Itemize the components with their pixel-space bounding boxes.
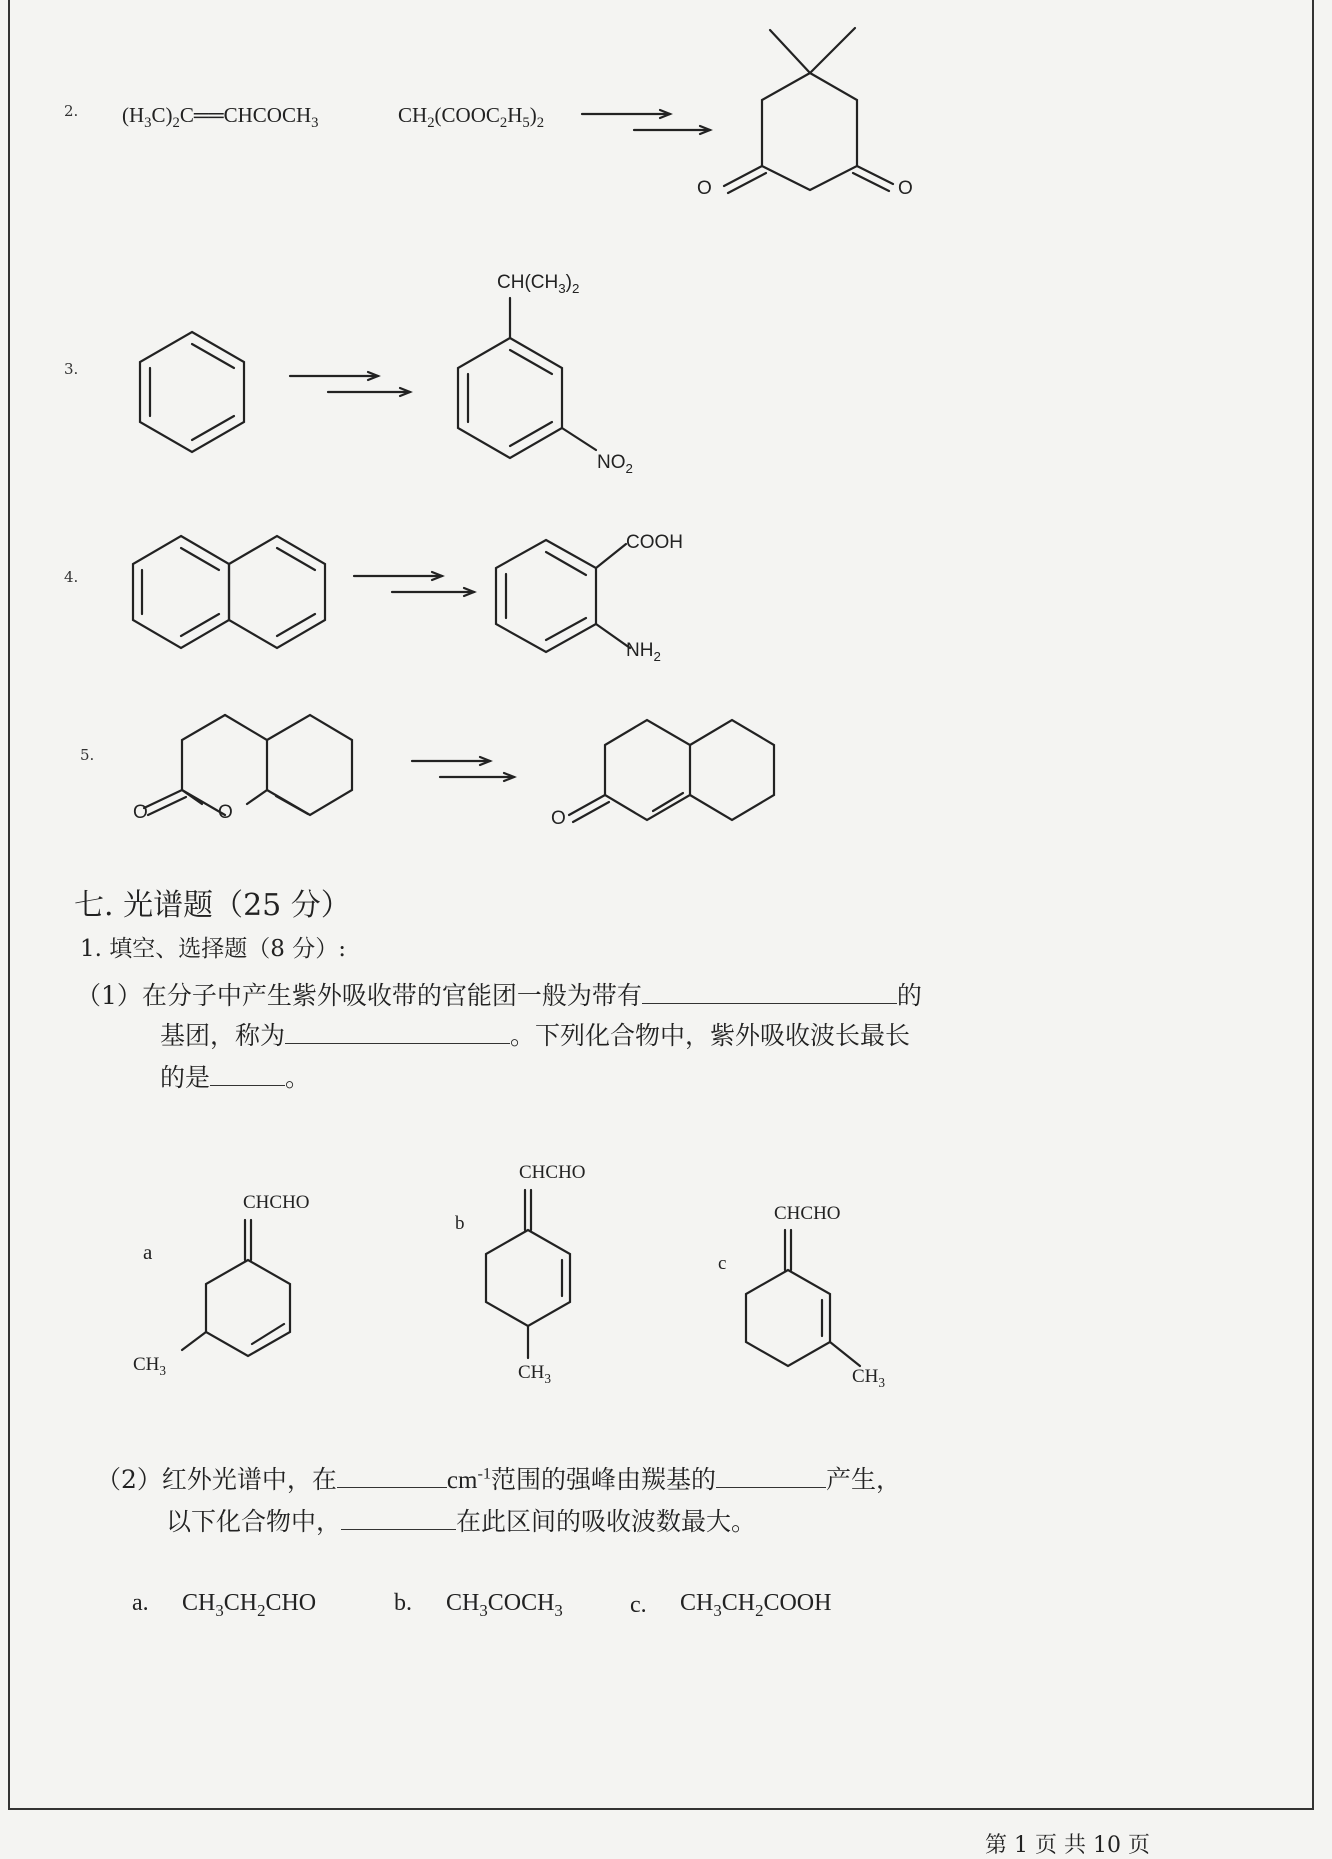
q1-2-blank-3[interactable] xyxy=(341,1507,456,1530)
compound-b-label: b xyxy=(455,1213,465,1234)
q1-1-blank-2[interactable] xyxy=(285,1021,510,1044)
question-1-2-line-1 xyxy=(96,1460,901,1496)
q1-2-text-c: 产生， xyxy=(826,1465,902,1494)
reaction-arrow-5 xyxy=(410,755,520,785)
option-a-label: a. xyxy=(132,1590,149,1616)
problem-2-number: 2. xyxy=(64,102,79,120)
question-1-2-line-2 xyxy=(166,1502,756,1538)
problem-5-product-oxygen: O xyxy=(551,808,566,829)
problem-2-reactant-2: $CH_2(COOC_2H_5)_2$ xyxy=(398,103,545,132)
compound-a-methyl: $CH_3$ xyxy=(133,1354,167,1378)
compound-c-structure xyxy=(730,1228,890,1388)
compound-c-methyl: $CH_3$ xyxy=(852,1366,886,1390)
problem-3-number: 3. xyxy=(64,360,79,378)
problem-2-oxygen-right: O xyxy=(898,178,913,199)
problem-5-ring-oxygen: O xyxy=(218,802,233,823)
q1-2-blank-1[interactable] xyxy=(337,1465,447,1488)
q1-1-text-a: （1）在分子中产生紫外吸收带的官能团一般为带有 xyxy=(76,981,642,1010)
problem-3-isopropyl: $CH(CH_3)_2$ xyxy=(497,272,580,296)
option-b-label: b. xyxy=(394,1590,412,1616)
q1-1-text-e: 的是 xyxy=(160,1063,211,1092)
compound-c-label: c xyxy=(718,1253,727,1274)
q1-1-text-b: 的 xyxy=(896,981,922,1010)
compound-b-aldehyde: CHCHO xyxy=(519,1162,586,1183)
option-c-formula: $CH_3CH_2COOH$ xyxy=(680,1590,832,1620)
compound-a-structure xyxy=(180,1218,320,1368)
q1-2-text-b: 范围的强峰由羰基的 xyxy=(491,1465,717,1494)
dimedone-structure xyxy=(680,18,920,218)
problem-5-number: 5. xyxy=(80,746,95,764)
compound-b-structure xyxy=(470,1188,600,1368)
compound-c-aldehyde: CHCHO xyxy=(774,1203,841,1224)
question-1-1-line-1 xyxy=(76,976,922,1012)
problem-4-number: 4. xyxy=(64,568,79,586)
lactone-structure xyxy=(130,700,380,840)
q1-2-blank-2[interactable] xyxy=(716,1465,826,1488)
section-title: 七. 光谱题（25 分） xyxy=(74,888,351,923)
problem-2-oxygen-left: O xyxy=(697,178,712,199)
q1-2-unit: $cm^{-1}$ xyxy=(446,1464,492,1494)
problem-5-carbonyl-oxygen: O xyxy=(133,802,148,823)
reaction-arrow-4 xyxy=(352,570,482,600)
problem-4-amino: $NH_2$ xyxy=(626,640,661,664)
q1-1-blank-1[interactable] xyxy=(642,981,897,1004)
q1-2-text-d: 以下化合物中， xyxy=(166,1507,342,1536)
question-1-1-line-2 xyxy=(160,1016,910,1052)
q1-1-text-d: 。下列化合物中，紫外吸收波长最长 xyxy=(510,1021,911,1050)
octalone-structure xyxy=(545,705,795,835)
problem-3-nitro: $NO_2$ xyxy=(597,452,633,476)
option-c-label: c. xyxy=(630,1592,647,1618)
compound-a-aldehyde: CHCHO xyxy=(243,1192,310,1213)
q1-1-text-c: 基团，称为 xyxy=(160,1021,286,1050)
q1-2-text-a: （2）红外光谱中，在 xyxy=(96,1465,337,1494)
benzene-structure xyxy=(130,330,260,460)
q1-1-blank-3[interactable] xyxy=(210,1063,285,1086)
naphthalene-structure xyxy=(126,530,336,660)
q1-2-text-e: 在此区间的吸收波数最大。 xyxy=(456,1507,757,1536)
problem-4-carboxyl: COOH xyxy=(626,532,683,553)
reaction-arrow-3 xyxy=(288,370,418,400)
problem-2-reactant-1: $(H_3C)_2C══CHCOCH_3$ xyxy=(122,103,319,132)
page-footer: 第 1 页 共 10 页 xyxy=(985,1833,1150,1858)
question-1-1-line-3 xyxy=(160,1058,310,1094)
question-1-title: 1. 填空、选择题（8 分）: xyxy=(80,936,346,962)
compound-a-label: a xyxy=(143,1240,153,1264)
compound-b-methyl: $CH_3$ xyxy=(518,1362,552,1386)
option-a-formula: $CH_3CH_2CHO$ xyxy=(182,1590,317,1620)
option-b-formula: $CH_3COCH_3$ xyxy=(446,1590,563,1620)
q1-1-text-f: 。 xyxy=(285,1063,311,1092)
